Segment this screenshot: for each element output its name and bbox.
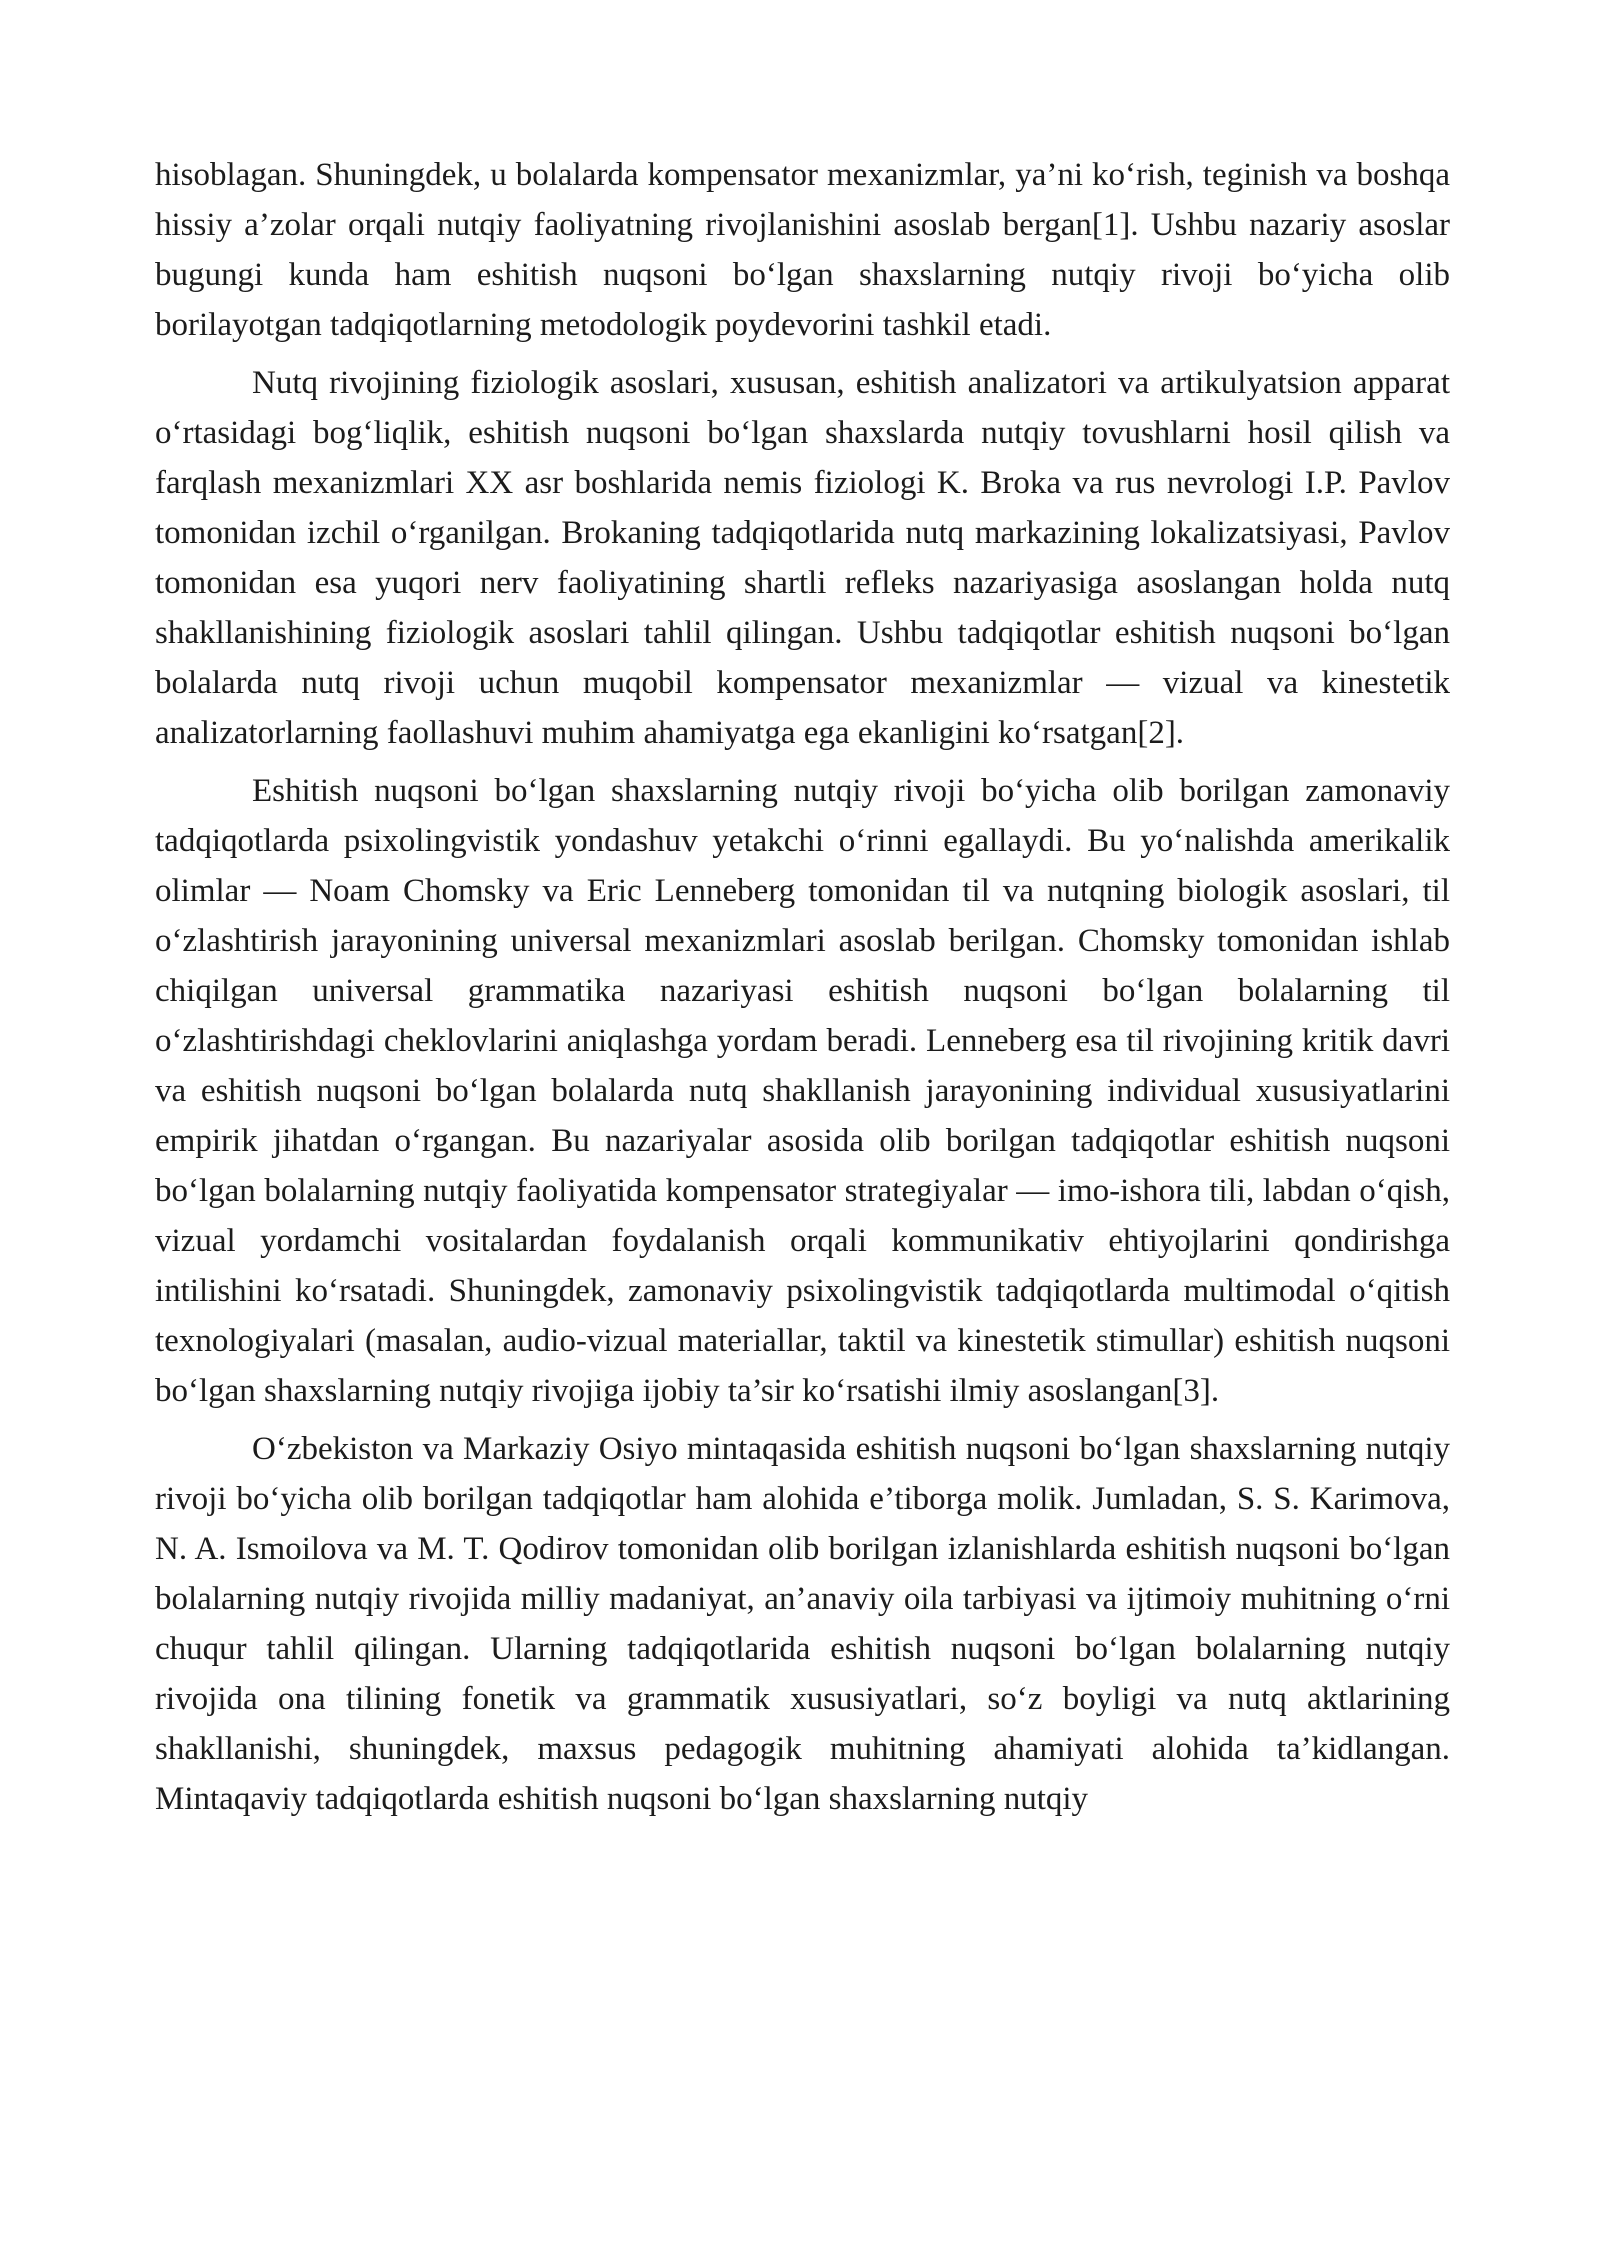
paragraph-psycholinguistics: Eshitish nuqsoni bo‘lgan shaxslarning nutqiy rivoji bo‘yicha olib borilgan zamonaviy tadqiqotlarda psixolingvistik yondashuv yetakchi o‘rinni egallaydi. Bu yo‘nalishda amerikalik olimlar — Noam Chomsky va Eric Lenneberg tomonidan til va nutqning biologik asoslari, til o‘zlashtirish jarayonining universal mexanizmlari asoslab berilgan. Chomsky tomonidan ishlab chiqilgan universal grammatika nazariyasi eshitish nuqsoni bo‘lgan bolalarning til o‘zlashtirishdagi cheklovlarini aniqlashga yordam beradi. Lenneberg esa til rivojining kritik davri va eshitish nuqsoni bo‘lgan bolalarda nutq shakllanish jarayonining individual xususiyatlarini empirik jihatdan o‘rgangan. Bu nazariyalar asosida olib borilgan tadqiqotlar eshitish nuqsoni bo‘lgan bolalarning nutqiy faoliyatida kompensator strategiyalar — imo-ishora tili, labdan o‘qish, vizual yordamchi vositalardan foydalanish orqali kommunikativ ehtiyojlarini qondirishga intilishini ko‘rsatadi. Shuningdek, zamonaviy psixolingvistik tadqiqotlarda multimodal o‘qitish texnologiyalari (masalan, audio-vizual materiallar, taktil va kinestetik stimullar) eshitish nuqsoni bo‘lgan shaxslarning nutqiy rivojiga ijobiy ta’sir ko‘rsatishi ilmiy asoslangan[3]. bbox=[155, 773, 1450, 1409]
paragraph-continuation: hisoblagan. Shuningdek, u bolalarda kompensator mexanizmlar, ya’ni ko‘rish, teginish va boshqa hissiy a’zolar orqali nutqiy faoliyatning rivojlanishini asoslab bergan[1]. Ushbu nazariy asoslar bugungi kunda ham eshitish nuqsoni bo‘lgan shaxslarning nutqiy rivoji bo‘yicha olib borilayotgan tadqiqotlarning metodologik poydevorini tashkil etadi. bbox=[155, 157, 1450, 343]
document-page bbox=[155, 150, 1450, 1832]
paragraph-regional-research: O‘zbekiston va Markaziy Osiyo mintaqasida eshitish nuqsoni bo‘lgan shaxslarning nutqiy rivoji bo‘yicha olib borilgan tadqiqotlar ham alohida e’tiborga molik. Jumladan, S. S. Karimova, N. A. Ismoilova va M. T. Qodirov tomonidan olib borilgan izlanishlarda eshitish nuqsoni bo‘lgan bolalarning nutqiy rivojida milliy madaniyat, an’anaviy oila tarbiyasi va ijtimoiy muhitning o‘rni chuqur tahlil qilingan. Ularning tadqiqotlarida eshitish nuqsoni bo‘lgan bolalarning nutqiy rivojida ona tilining fonetik va grammatik xususiyatlari, so‘z boyligi va nutq aktlarining shakllanishi, shuningdek, maxsus pedagogik muhitning ahamiyati alohida ta’kidlangan. Mintaqaviy tadqiqotlarda eshitish nuqsoni bo‘lgan shaxslarning nutqiy bbox=[155, 1431, 1450, 1817]
paragraph-physiology: Nutq rivojining fiziologik asoslari, xususan, eshitish analizatori va artikulyatsion apparat o‘rtasidagi bog‘liqlik, eshitish nuqsoni bo‘lgan shaxslarda nutqiy tovushlarni hosil qilish va farqlash mexanizmlari XX asr boshlarida nemis fiziologi K. Broka va rus nevrologi I.P. Pavlov tomonidan izchil o‘rganilgan. Brokaning tadqiqotlarida nutq markazining lokalizatsiyasi, Pavlov tomonidan esa yuqori nerv faoliyatining shartli refleks nazariyasiga asoslangan holda nutq shakllanishining fiziologik asoslari tahlil qilingan. Ushbu tadqiqotlar eshitish nuqsoni bo‘lgan bolalarda nutq rivoji uchun muqobil kompensator mexanizmlar — vizual va kinestetik analizatorlarning faollashuvi muhim ahamiyatga ega ekanligini ko‘rsatgan[2]. bbox=[155, 365, 1450, 751]
